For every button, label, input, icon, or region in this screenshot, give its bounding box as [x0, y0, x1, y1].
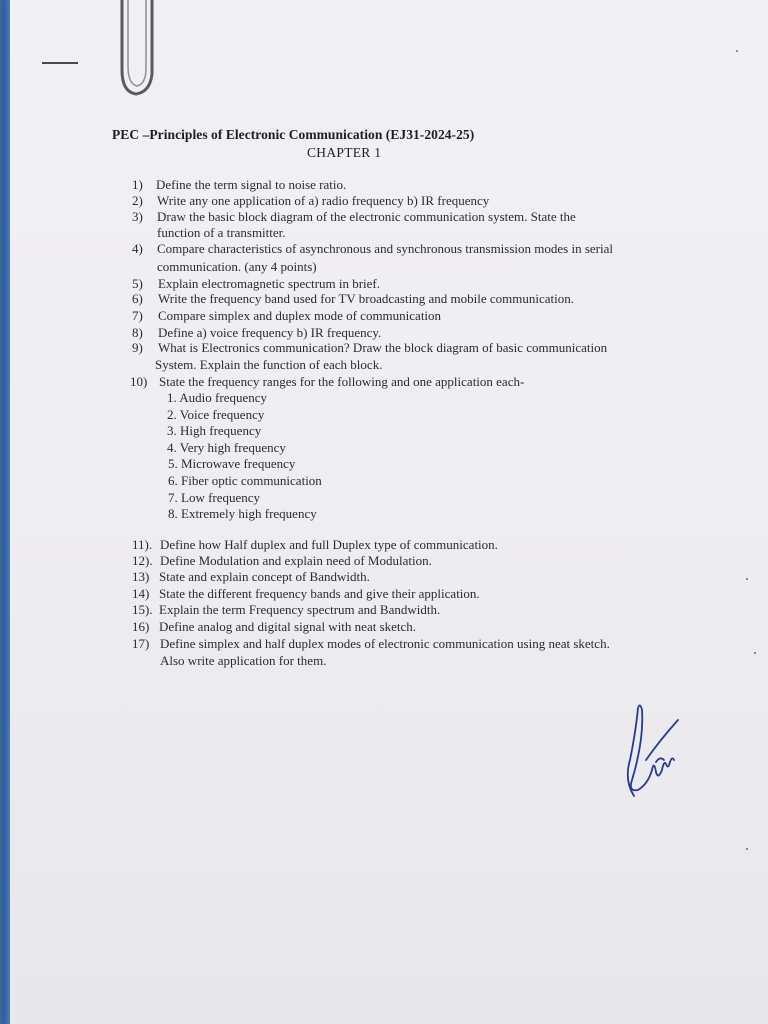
- sublist-item: 8. Extremely high frequency: [168, 506, 317, 522]
- question-text: Draw the basic block diagram of the electronic communication system. State the: [157, 209, 576, 224]
- question-text: What is Electronics communication? Draw the block diagram of basic communication: [158, 340, 608, 355]
- question-text: Write any one application of a) radio frequency b) IR frequency: [157, 193, 490, 208]
- page-edge: [4, 0, 10, 1024]
- question-number: 16): [132, 619, 150, 634]
- question-item: [132, 636, 610, 652]
- question-text: Define a) voice frequency b) IR frequency.: [158, 325, 382, 340]
- question-number: 15).: [132, 602, 153, 617]
- question-number: 13): [132, 569, 150, 584]
- question-text: Compare simplex and duplex mode of communication: [158, 308, 442, 323]
- speck: [736, 50, 738, 52]
- question-text-continued: communication. (any 4 points): [157, 259, 317, 274]
- question-number: 6): [132, 291, 143, 306]
- question-text: Define the term signal to noise ratio.: [156, 177, 347, 192]
- question-number: 10): [130, 374, 148, 389]
- sublist-item: 4. Very high frequency: [167, 439, 286, 455]
- pen-mark: [42, 62, 78, 64]
- question-item: [132, 209, 576, 225]
- sublist-item: 6. Fiber optic communication: [168, 473, 322, 488]
- question-item: [132, 537, 498, 553]
- question-number: 12).: [132, 553, 153, 568]
- question-item: [130, 374, 524, 390]
- chapter-heading: CHAPTER 1: [307, 145, 382, 160]
- question-item: [132, 340, 607, 356]
- question-text: Define Modulation and explain need of Modulation.: [160, 553, 432, 568]
- question-item: [132, 276, 380, 292]
- question-text: State and explain concept of Bandwidth.: [159, 569, 370, 584]
- question-text-continued: System. Explain the function of each block.: [155, 357, 383, 372]
- question-number: 1): [132, 177, 143, 192]
- sublist-item: 7. Low frequency: [168, 489, 261, 505]
- question-number: 2): [132, 193, 143, 208]
- question-number: 3): [132, 209, 143, 224]
- question-text: Define analog and digital signal with neat sketch.: [159, 619, 417, 634]
- question-number: 9): [132, 340, 143, 355]
- question-text: State the different frequency bands and give their application.: [159, 586, 480, 601]
- question-number: 11).: [132, 537, 153, 552]
- question-text: Compare characteristics of asynchronous and synchronous transmission modes in serial: [157, 241, 613, 256]
- speck: [754, 652, 756, 654]
- question-text: Explain electromagnetic spectrum in brief.: [158, 276, 380, 291]
- question-text-continued: function of a transmitter.: [157, 225, 286, 240]
- question-text: Define simplex and half duplex modes of electronic communication using neat sketch.: [160, 636, 610, 651]
- question-item: [132, 586, 480, 602]
- question-number: 14): [132, 586, 150, 601]
- question-text: Define how Half duplex and full Duplex type of communication.: [160, 537, 498, 552]
- question-item: [132, 308, 441, 324]
- question-text: State the frequency ranges for the following and one application each-: [159, 374, 525, 389]
- question-number: 8): [132, 325, 143, 340]
- question-item: [132, 241, 613, 257]
- question-item: [132, 177, 346, 193]
- question-number: 4): [132, 241, 143, 256]
- document-title: PEC –Principles of Electronic Communication (EJ31-2024-25): [112, 127, 475, 142]
- question-text-continued: Also write application for them.: [160, 653, 327, 668]
- question-item: [132, 602, 440, 618]
- question-item: [132, 325, 381, 341]
- sublist-item: 3. High frequency: [167, 423, 262, 439]
- document-header: [112, 127, 592, 161]
- document-page: [4, 0, 768, 1024]
- sublist-item: 2. Voice frequency: [167, 406, 265, 422]
- question-item: [132, 193, 489, 209]
- signature-icon: [616, 700, 686, 800]
- speck: [746, 848, 748, 850]
- question-item: [132, 291, 574, 307]
- question-item: [132, 553, 432, 569]
- question-text: Explain the term Frequency spectrum and Bandwidth.: [159, 602, 441, 617]
- question-text: Write the frequency band used for TV broadcasting and mobile communication.: [158, 291, 574, 306]
- sublist-item: 1. Audio frequency: [167, 390, 268, 405]
- sublist-item: 5. Microwave frequency: [168, 456, 296, 472]
- speck: [746, 578, 748, 580]
- question-item: [132, 569, 370, 585]
- question-item: [132, 619, 416, 635]
- question-number: 7): [132, 308, 143, 323]
- question-number: 17): [132, 636, 150, 651]
- paper-clip-icon: [114, 0, 162, 100]
- question-number: 5): [132, 276, 143, 291]
